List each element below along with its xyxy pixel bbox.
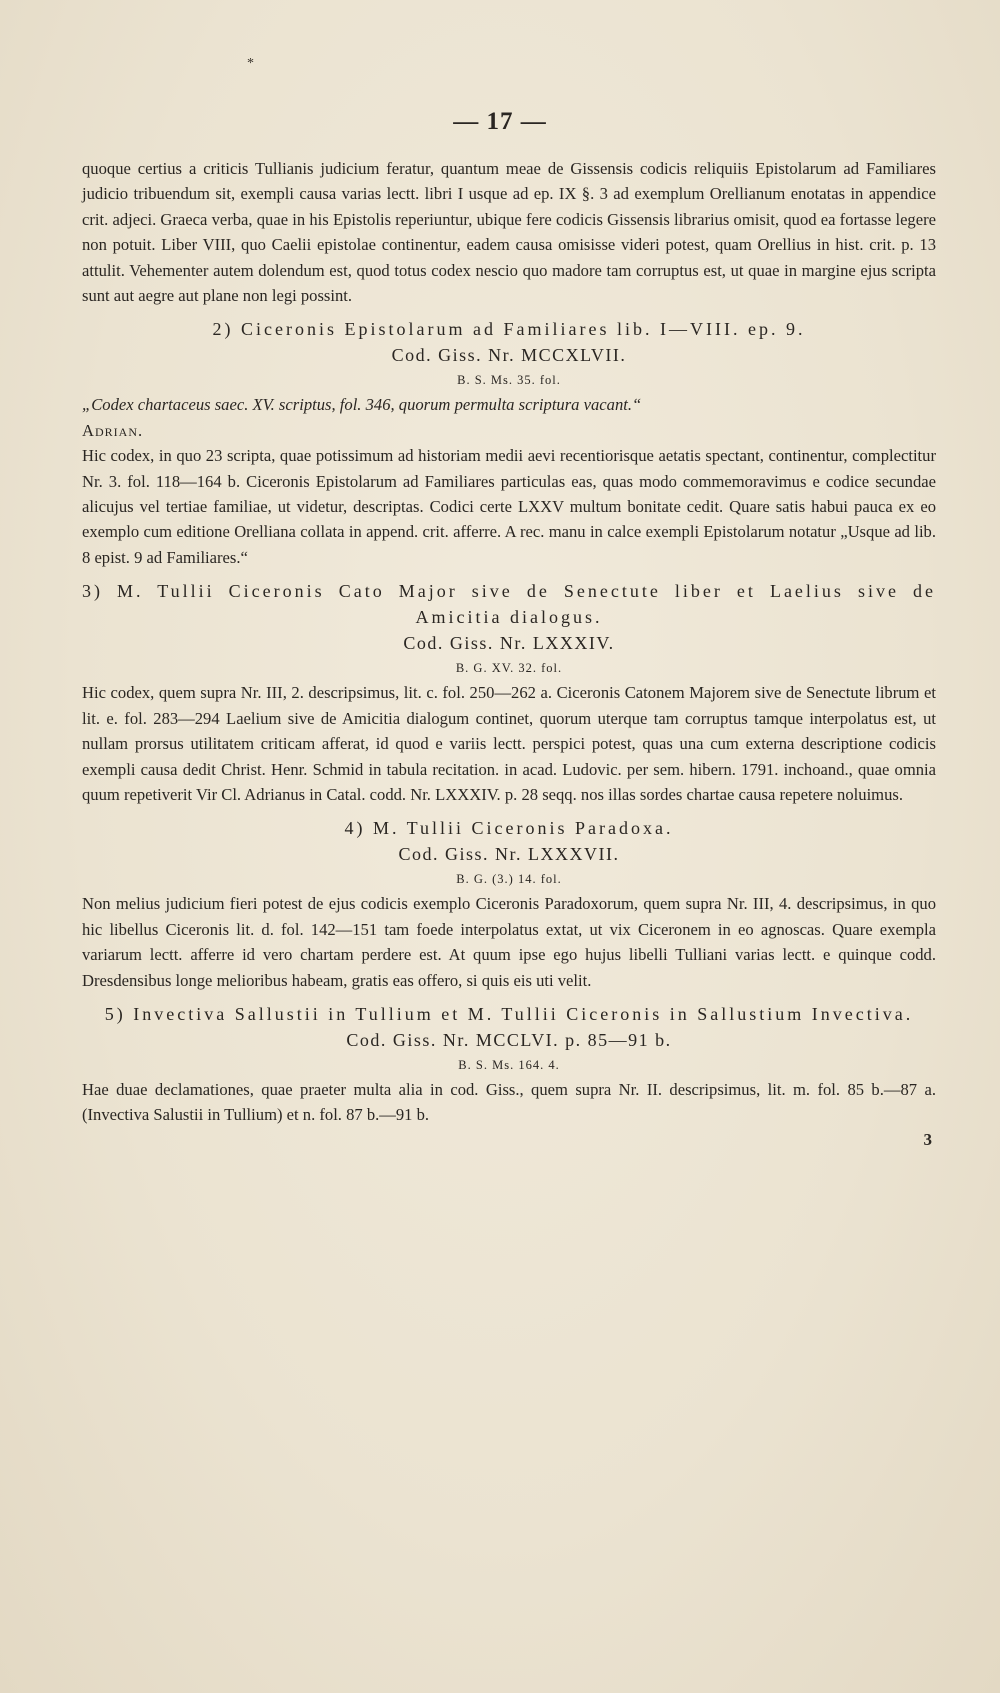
shelf-mark: B. S. Ms. 35. fol. — [457, 373, 561, 388]
entry-4 — [82, 815, 936, 993]
shelf-mark: B. S. Ms. 164. 4. — [458, 1057, 560, 1072]
entry-heading: 4) M. Tullii Ciceronis Paradoxa. — [344, 818, 674, 839]
catchword: 3 — [923, 1129, 932, 1149]
shelf-mark: B. G. (3.) 14. fol. — [456, 872, 562, 887]
quote-attribution: Adrian. — [82, 420, 144, 440]
entry-5 — [82, 1001, 936, 1128]
entry-heading: 3) M. Tullii Ciceronis Cato Major sive de Senectute liber et Laelius sive de Amicitia dialogus. — [82, 581, 936, 628]
page-number: — 17 — — [453, 108, 547, 135]
codex-number: Cod. Giss. Nr. MCCLVI. p. 85—91 b. — [346, 1029, 672, 1050]
shelf-mark: B. G. XV. 32. fol. — [455, 661, 563, 676]
entry-body: Hic codex, quem supra Nr. III, 2. descripsimus, lit. c. fol. 250—262 a. Ciceronis Catonem Majorem sive de Senectute librum et lit. e. fol. 283—294 Laelium sive de Amicitia dialogum continet, quorum uterque tam corruptus tamque interpolatus est, ut nullam prorsus utilitatem criticam afferat, id quod e variis lectt. perspici potest, quas una cum externa descriptione codicis exempli causa dedit Christ. Henr. Schmid in tabula recitation. in acad. Ludovic. per sem. hibern. 1791. inchoand., quae omnia quum repetiverit Vir Cl. Adrianus in Catal. codd. Nr. LXXXIV. p. 28 seqq. nos illas sordes chartae causa repetere noluimus. — [82, 683, 936, 804]
entry-2 — [82, 316, 936, 570]
intro-paragraph: quoque certius a criticis Tullianis judicium feratur, quantum meae de Gissensis codicis reliquiis Epistolarum ad Familiares judicio tribuendum sit, exempli causa varias lectt. libri I usque ad ep. IX §. 3 ad exemplum Orellianum enotatas in appendice crit. adjeci. Graeca verba, quae in his Epistolis reperiuntur, ubique fere codicis Gissensis librarius omisit, quod ea fortasse legere non potuit. Liber VIII, quo Caelii epistolae continentur, eadem causa omisisse videri potest, quam Orellius in hist. crit. p. 13 attulit. Vehementer autem dolendum est, quod totus codex nescio quo madore tam corruptus est, ut quae in margine ejus scripta sunt aut aegre aut plane non legi possint. — [82, 159, 936, 306]
codex-number: Cod. Giss. Nr. LXXXVII. — [398, 844, 620, 865]
entry-3 — [82, 578, 936, 807]
entry-body: Hae duae declamationes, quae praeter multa alia in cod. Giss., quem supra Nr. II. descripsimus, lit. m. fol. 85 b.—87 a. (Invectiva Salustii in Tullium) et n. fol. 87 b.—91 b. — [82, 1079, 936, 1125]
codex-number: Cod. Giss. Nr. LXXXIV. — [403, 633, 615, 654]
entry-body: Hic codex, in quo 23 scripta, quae potissimum ad historiam medii aevi recentiorisque aetatis spectant, continentur, complectitur Nr. 3. fol. 118—164 b. Ciceronis Epistolarum ad Familiares particulas eas, quas modo commemoravimus e codice secundae alicujus vel tertiae familiae, ut videtur, descriptas. Codici certe LXXV multum bonitate cedit. Quare satis habui pauca ex eo exemplo cum editione Orelliana collata in append. crit. afferre. A rec. manu in calce exempli Epistolarum notatur „Usque ad lib. 8 epist. 9 ad Familiares.“ — [82, 446, 936, 567]
entry-heading: 2) Ciceronis Epistolarum ad Familiares lib. I—VIII. ep. 9. — [212, 319, 806, 340]
entry-heading: 5) Invectiva Sallustii in Tullium et M. Tullii Ciceronis in Sallustium Invectiva. — [104, 1003, 914, 1024]
codex-quote: „Codex chartaceus saec. XV. scriptus, fol. 346, quorum permulta scriptura vacant.“ — [82, 395, 642, 415]
page-content — [82, 156, 936, 1152]
printer-mark: * — [247, 56, 254, 71]
codex-number: Cod. Giss. Nr. MCCXLVII. — [391, 345, 627, 366]
entry-body: Non melius judicium fieri potest de ejus codicis exemplo Ciceronis Paradoxorum, quem supra Nr. III, 4. descripsimus, in quo hic libellus Ciceronis lit. d. fol. 142—151 tam foede interpolatus extat, ut vix Ciceronem in eo agnoscas. Quare exempla variarum lectt. afferre id vero chartam perdere est. At quum ipse ego hujus libelli Tulliani varias lectt. e quinque codd. Dresdensibus longe melioribus habeam, gratis eas offero, si quis eis uti velit. — [82, 894, 936, 990]
